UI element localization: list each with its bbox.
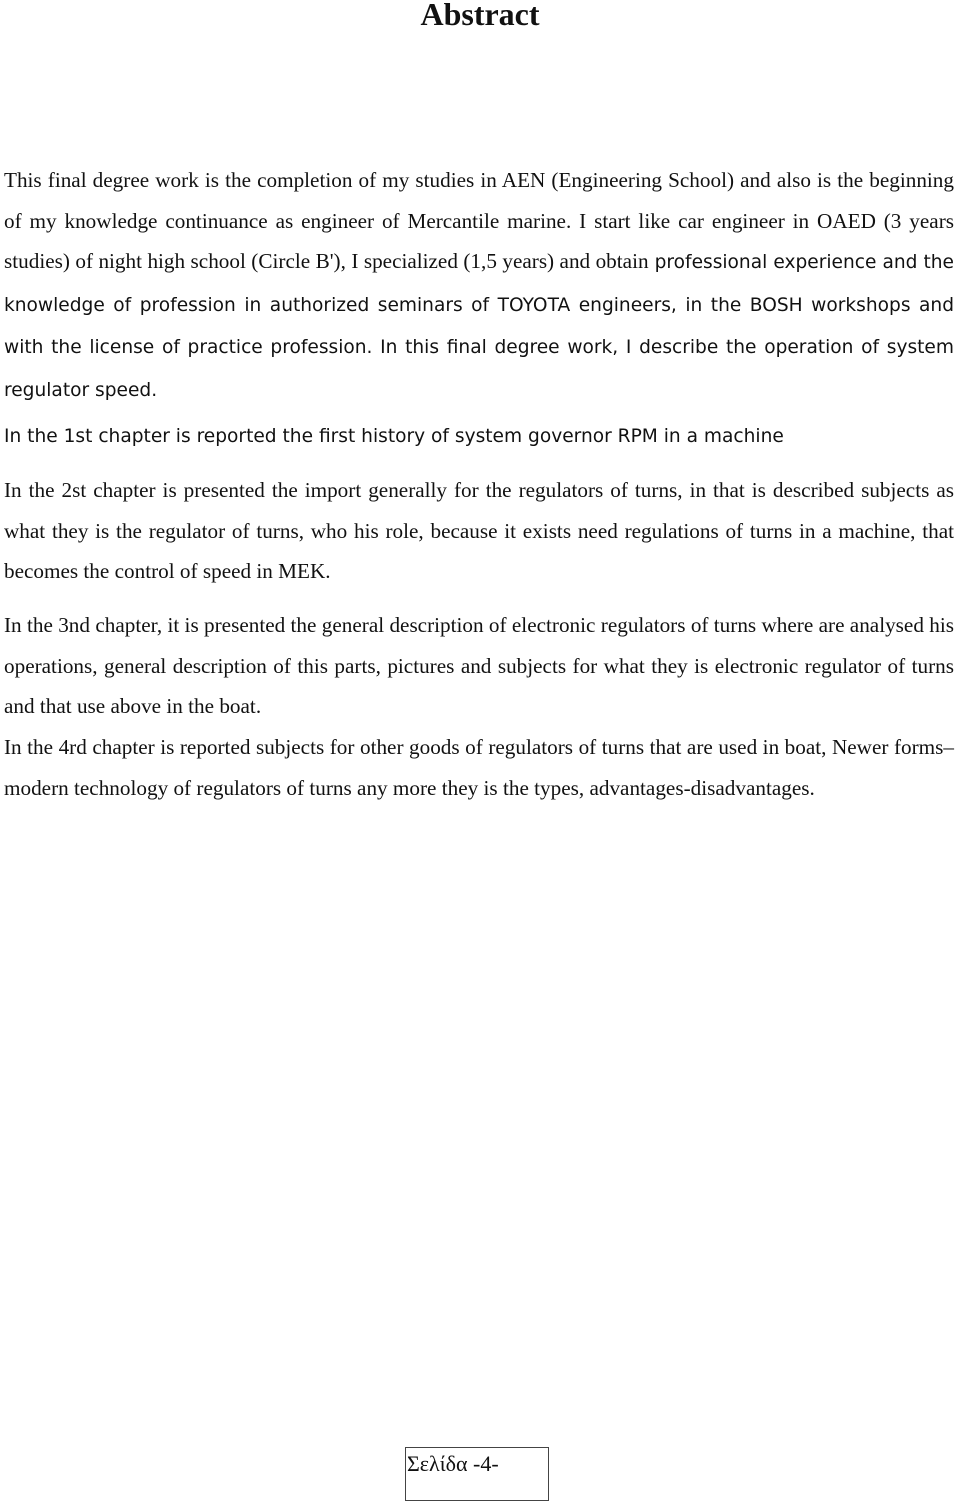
intro-text-serif: This final degree work is the completion of my studies in AEN (Engineering School) and also is the beginning of my knowledge continuance as engineer of Mercantile marine. I start like car engineer in OAED (3 years studies) of night high school (Circle B'), I specialized (1,5 years) and obtain (4, 168, 954, 274)
abstract-paragraph-chapter-1: In the 1st chapter is reported the first history of system governor RPM in a machine (4, 426, 784, 447)
abstract-paragraph-intro (4, 160, 954, 412)
page-number-box: Σελίδα -4- (405, 1447, 549, 1501)
abstract-paragraph-chapter-4: In the 4rd chapter is reported subjects for other goods of regulators of turns that are used in boat, Newer forms–modern technology of regulators of turns any more they is the types, advantages-disadvantages. (4, 735, 954, 800)
abstract-paragraph-chapter-3: In the 3nd chapter, it is presented the general description of electronic regulators of turns where are analysed his operations, general description of this parts, pictures and subjects for what they is electronic regulator of turns and that use above in the boat. (4, 613, 954, 719)
intro-text-sans: professional experience and the knowledge of profession in authorized seminars of TOYOTA engineers, in the BOSH workshops and with the license of practice profession. In this final degree work, I describe the operation of system regulator speed. (4, 252, 954, 401)
abstract-paragraph-chapter-2: In the 2st chapter is presented the import generally for the regulators of turns, in that is described subjects as what they is the regulator of turns, who his role, because it exists need regulations of turns in a machine, that becomes the control of speed in MEK. (4, 478, 954, 584)
page-title: Abstract (420, 0, 540, 32)
